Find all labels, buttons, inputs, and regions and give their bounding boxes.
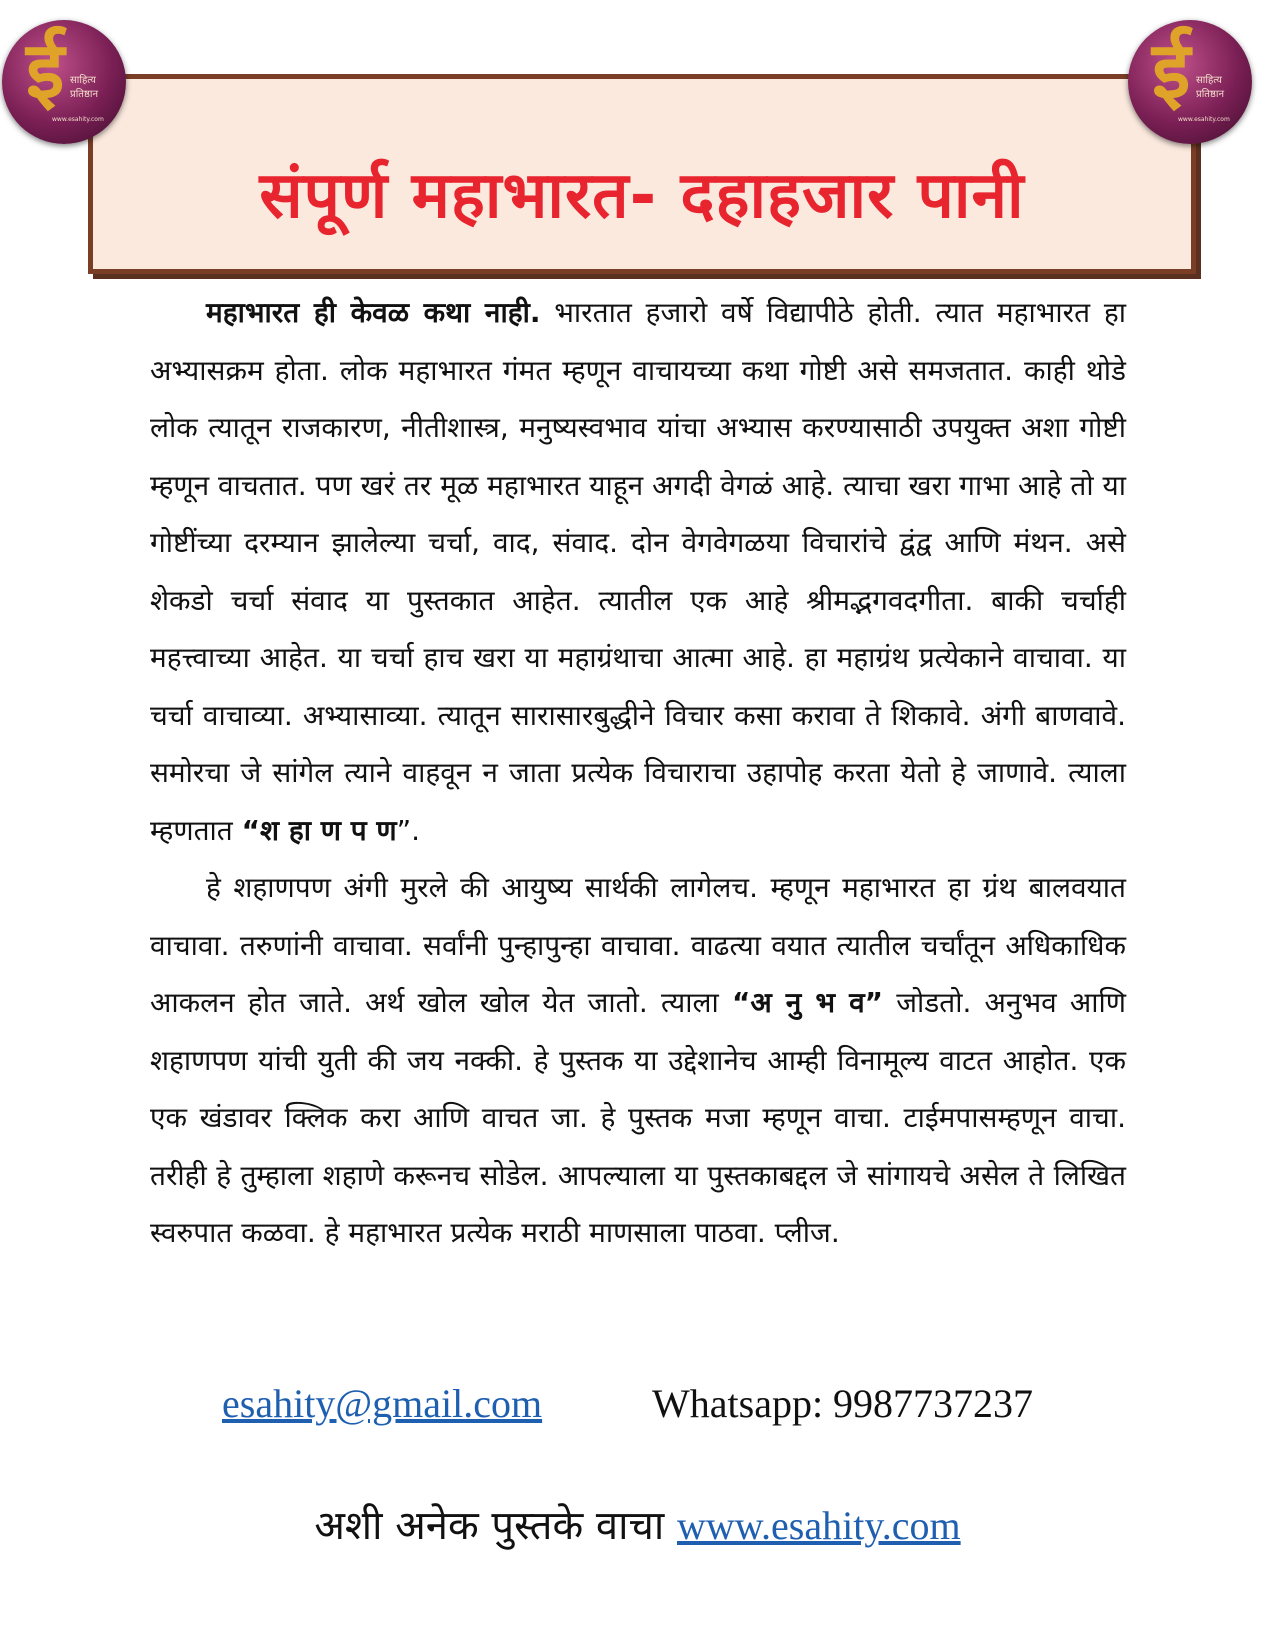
logo-text-line3: www.esahity.com xyxy=(1178,116,1230,123)
logo-text-line1: साहित्य xyxy=(1196,75,1222,86)
footer-text: अशी अनेक पुस्तके वाचा xyxy=(314,1503,677,1549)
logo-text-line2: प्रतिष्ठान xyxy=(70,89,99,100)
whatsapp-number: Whatsapp: 9987737237 xyxy=(652,1381,1034,1426)
logo-glyph: ई xyxy=(26,25,65,116)
logo-text-line1: साहित्य xyxy=(70,75,96,86)
logo-glyph: ई xyxy=(1152,25,1191,116)
paragraph-1-end: ”. xyxy=(396,813,421,847)
paragraph-2-text-a: हे शहाणपण अंगी मुरले की आयुष्य सार्थकी लागेलच. म्हणून महाभारत हा ग्रंथ बालवयात वाचावा. तरुणांनी वाचावा. सर्वांनी पुन्हापुन्हा वाचावा. वाढत्या वयात त्यातील चर्चांतून अधिकाधिक आकलन होत जाते. अर्थ खोल खोल येत जातो. त्याला xyxy=(150,871,1126,1019)
email-link[interactable]: esahity@gmail.com xyxy=(222,1381,543,1426)
paragraph-2-text-b: जोडतो. अनुभव आणि शहाणपण यांची युती की जय नक्की. हे पुस्तक या उद्देशानेच आम्ही विनामूल्य वाटत आहोत. एक एक खंडावर क्लिक करा आणि वाचत जा. हे पुस्तक मजा म्हणून वाचा. टाईमपासम्हणून वाचा. तरीही हे तुम्हाला शहाणे करूनच सोडेल. आपल्याला या पुस्तकाबद्दल जे सांगायचे असेल ते लिखित स्वरुपात कळवा. हे महाभारत प्रत्येक मराठी माणसाला पाठवा. प्लीज. xyxy=(150,986,1126,1249)
page-title: संपूर्ण महाभारत- दहाहजार पानी xyxy=(259,159,1025,233)
shahanpan-quote: “श हा ण प ण xyxy=(241,813,397,847)
paragraph-2 xyxy=(150,859,1126,1262)
footer xyxy=(0,1496,1275,1551)
paragraph-1 xyxy=(150,284,1126,859)
title-banner xyxy=(88,74,1196,274)
website-link[interactable]: www.esahity.com xyxy=(676,1503,961,1548)
esahity-logo-right xyxy=(1128,20,1252,144)
lead-sentence: महाभारत ही केवळ कथा नाही. xyxy=(206,296,541,329)
paragraph-1-text: भारतात हजारो वर्षे विद्यापीठे होती. त्यात महाभारत हा अभ्यासक्रम होता. लोक महाभारत गंमत म्हणून वाचायच्या कथा गोष्टी असे समजतात. काही थोडे लोक त्यातून राजकारण, नीतीशास्त्र, मनुष्यस्वभाव यांचा अभ्यास करण्यासाठी उपयुक्त अशा गोष्टी म्हणून वाचतात. पण खरं तर मूळ महाभारत याहून अगदी वेगळं आहे. त्याचा खरा गाभा आहे तो या गोष्टींच्या दरम्यान झालेल्या चर्चा, वाद, संवाद. दोन वेगवेगळया विचारांचे द्वंद्व आणि मंथन. असे शेकडो चर्चा संवाद या पुस्तकात आहेत. त्यातील एक आहे श्रीमद्भगवदगीता. बाकी चर्चाही महत्त्वाच्या आहेत. या चर्चा हाच खरा या महाग्रंथाचा आत्मा आहे. हा महाग्रंथ प्रत्येकाने वाचावा. या चर्चा वाचाव्या. अभ्यासाव्या. त्यातून सारासारबुद्धीने विचार कसा करावा ते शिकावे. अंगी बाणवावे. समोरचा जे सांगेल त्याने वाहवून न जाता प्रत्येक विचाराचा उहापोह करता येतो हे जाणावे. त्याला म्हणतात xyxy=(150,296,1126,847)
anubhav-quote: “अ नु भ व” xyxy=(731,986,884,1019)
esahity-logo-left xyxy=(2,20,126,144)
logo-text-line2: प्रतिष्ठान xyxy=(1196,89,1225,100)
intro-text xyxy=(150,284,1126,1262)
logo-text-line3: www.esahity.com xyxy=(52,116,104,123)
